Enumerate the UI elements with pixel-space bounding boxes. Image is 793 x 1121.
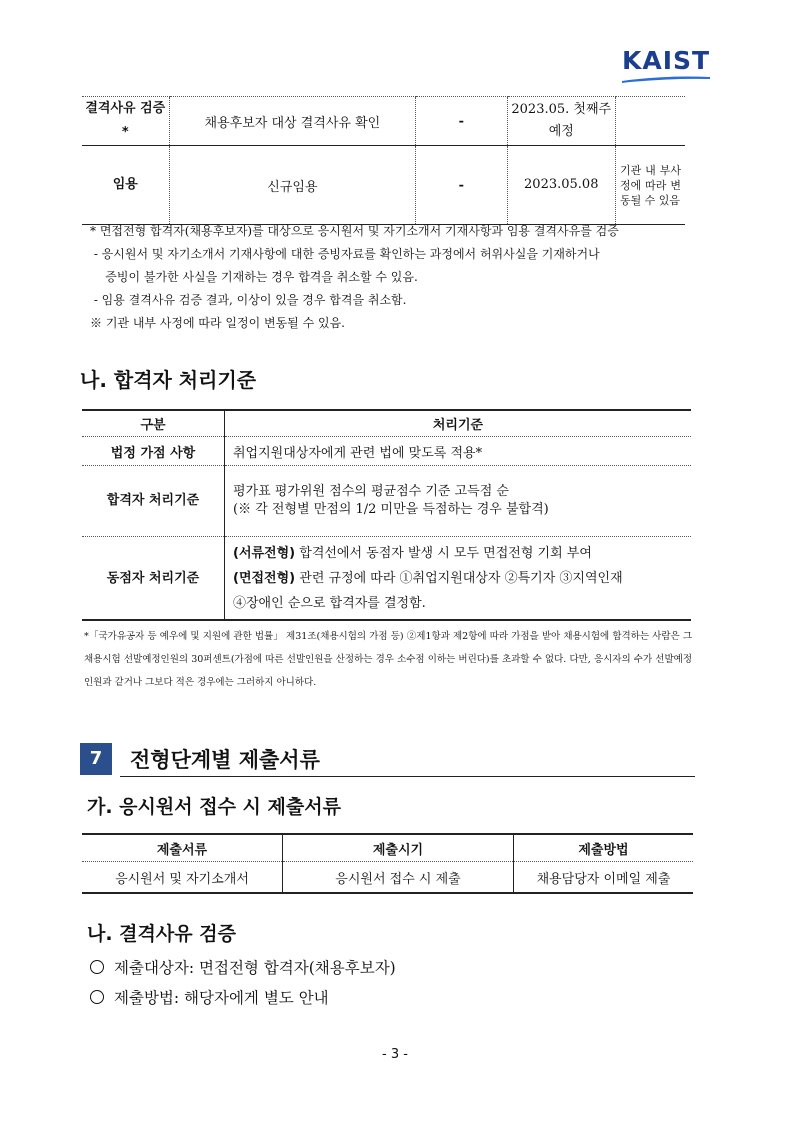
table-row	[82, 97, 685, 146]
circle-bullet-icon	[90, 960, 104, 974]
table-cell: 응시원서 및 자기소개서	[82, 862, 283, 894]
criteria-line: 평가표 평가위원 점수의 평균점수 기준 고득점 순	[233, 484, 509, 499]
criteria-line	[233, 541, 691, 566]
criteria-bold: (면접전형)	[233, 570, 296, 586]
header-cell: 제출방법	[514, 834, 694, 862]
schedule-notes	[90, 220, 690, 335]
table-row	[82, 537, 691, 621]
subsection-heading: 가. 응시원서 접수 시 제출서류	[87, 796, 341, 818]
note-line: 증빙이 불가한 사실을 기재하는 경우 합격을 취소할 수 있음.	[90, 270, 418, 284]
note-cell: 기관 내 부사정에 따라 변동될 수 있음	[615, 146, 685, 225]
table-row	[82, 466, 691, 537]
logo-text: KAIST	[622, 46, 711, 75]
table-row	[82, 437, 691, 466]
section-heading: 나. 합격자 처리기준	[80, 368, 257, 392]
section-number-badge: 7	[80, 743, 112, 775]
criteria-text: 합격선에서 동점자 발생 시 모두 면접전형 기회 부여	[295, 545, 592, 561]
criteria-key: 동점자 처리기준	[82, 537, 225, 621]
criteria-key: 법정 가점 사항	[82, 437, 225, 466]
date-cell: 2023.05. 첫째주예정	[507, 97, 615, 146]
list-item-text: 제출방법: 해당자에게 별도 안내	[114, 989, 329, 1007]
criteria-key: 합격자 처리기준	[82, 466, 225, 537]
subsection-heading: 나. 결격사유 검증	[87, 923, 236, 945]
stage-cell: 결격사유 검증*	[82, 97, 169, 146]
table-cell: 채용담당자 이메일 제출	[514, 862, 694, 894]
table-cell: 응시원서 접수 시 제출	[283, 862, 514, 894]
documents-table	[82, 833, 693, 894]
note-cell	[615, 97, 685, 146]
criteria-value: 취업지원대상자에게 관련 법에 맞도록 적용*	[225, 437, 692, 466]
kaist-logo	[622, 48, 712, 88]
content-cell: 채용후보자 대상 결격사유 확인	[169, 97, 416, 146]
criteria-line	[233, 566, 691, 591]
criteria-line: ④장애인 순으로 합격자를 결정함.	[233, 595, 426, 611]
header-cell: 제출서류	[82, 834, 283, 862]
criteria-value	[225, 537, 692, 621]
table-header-row	[82, 834, 693, 862]
criteria-text: 관련 규정에 따라 ①취업지원대상자 ②특기자 ③지역인재	[295, 570, 623, 586]
page-number: - 3 -	[382, 1047, 408, 1062]
criteria-table	[82, 409, 691, 621]
dash-cell: -	[416, 146, 507, 225]
note-line: * 면접전형 합격자(채용후보자)를 대상으로 응시원서 및 자기소개서 기재사항과 임용 결격사유를 검증	[90, 224, 619, 238]
header-cell: 제출시기	[283, 834, 514, 862]
note-line: - 임용 결격사유 검증 결과, 이상이 있을 경우 합격을 취소함.	[90, 293, 407, 307]
section-underline	[120, 776, 695, 777]
note-line: - 응시원서 및 자기소개서 기재사항에 대한 증빙자료를 확인하는 과정에서 허위사실을 기재하거나	[90, 247, 600, 261]
criteria-footnote: *「국가유공자 등 예우에 및 지원에 관한 법률」 제31조(채용시험의 가점 등) ②제1항과 제2항에 따라 가점을 받아 채용시험에 합격하는 사람은 그 채용시험 선발예정인원의 30퍼센트(가점에 따른 선발인원을 산정하는 경우 소수점 이하는 버린다)를 초과할 수 없다. 다만, 응시자의 수가 선발예정인원과 같거나 그보다 적은 경우에는 그러하지 아니하다.	[84, 631, 692, 688]
circle-bullet-icon	[90, 990, 104, 1004]
stage-cell: 임용	[82, 146, 169, 225]
header-cell: 구분	[82, 410, 225, 437]
list-item	[90, 956, 396, 978]
section-title: 전형단계별 제출서류	[130, 748, 320, 772]
content-cell: 신규임용	[169, 146, 416, 225]
table-row	[82, 862, 693, 894]
table-header-row	[82, 410, 691, 437]
header-cell: 처리기준	[225, 410, 692, 437]
criteria-value	[225, 466, 692, 537]
date-cell: 2023.05.08	[507, 146, 615, 225]
list-item-text: 제출대상자: 면접전형 합격자(채용후보자)	[114, 959, 396, 977]
list-item	[90, 986, 329, 1008]
dash-cell: -	[416, 97, 507, 146]
table-row	[82, 146, 685, 225]
logo-swoosh-icon	[622, 75, 710, 83]
schedule-table	[82, 96, 685, 225]
note-line: ※ 기관 내부 사정에 따라 일정이 변동될 수 있음.	[90, 316, 345, 330]
criteria-bold: (서류전형)	[233, 545, 296, 561]
criteria-line: (※ 각 전형별 만점의 1/2 미만을 득점하는 경우 불합격)	[233, 502, 549, 517]
